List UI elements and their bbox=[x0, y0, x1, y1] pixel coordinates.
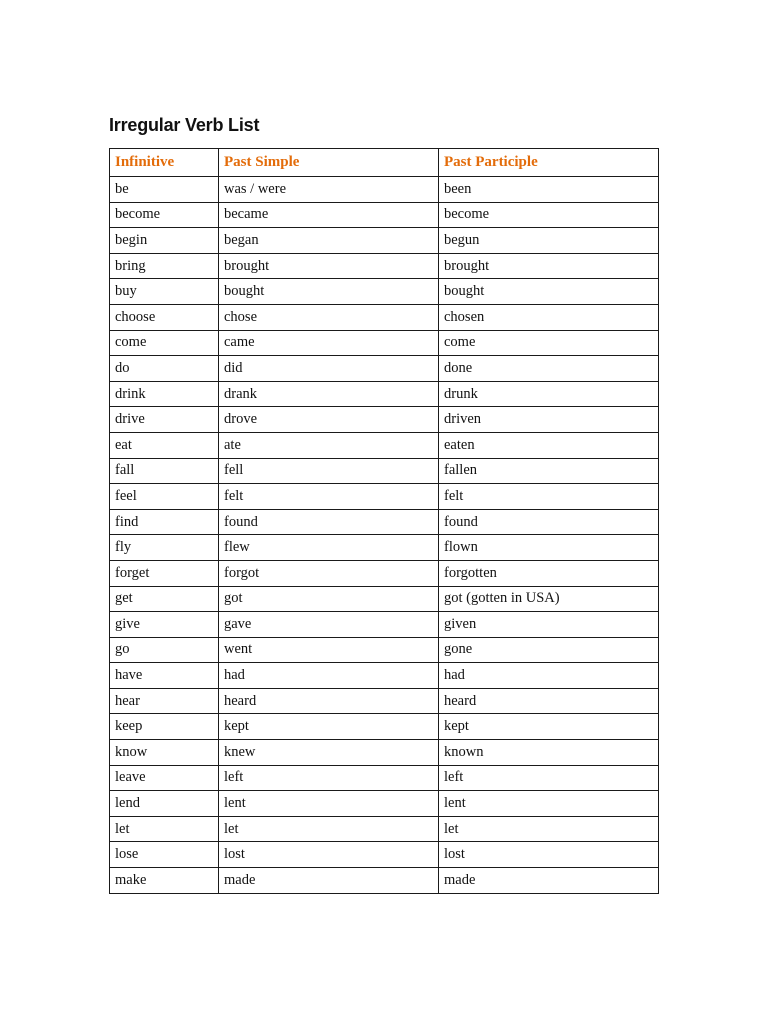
cell-past-participle: been bbox=[439, 177, 659, 203]
cell-past-participle: kept bbox=[439, 714, 659, 740]
cell-past-simple: got bbox=[219, 586, 439, 612]
cell-past-simple: felt bbox=[219, 484, 439, 510]
cell-past-simple: drank bbox=[219, 381, 439, 407]
header-past-simple: Past Simple bbox=[219, 149, 439, 177]
cell-infinitive: hear bbox=[110, 688, 219, 714]
cell-infinitive: buy bbox=[110, 279, 219, 305]
cell-past-participle: begun bbox=[439, 228, 659, 254]
table-row bbox=[110, 740, 659, 766]
cell-past-simple: made bbox=[219, 868, 439, 894]
cell-infinitive: fly bbox=[110, 535, 219, 561]
cell-infinitive: come bbox=[110, 330, 219, 356]
cell-infinitive: know bbox=[110, 740, 219, 766]
table-row bbox=[110, 202, 659, 228]
cell-past-simple: gave bbox=[219, 612, 439, 638]
cell-past-simple: did bbox=[219, 356, 439, 382]
cell-past-participle: lent bbox=[439, 791, 659, 817]
cell-past-simple: fell bbox=[219, 458, 439, 484]
cell-past-participle: lost bbox=[439, 842, 659, 868]
cell-past-participle: found bbox=[439, 509, 659, 535]
cell-past-participle: made bbox=[439, 868, 659, 894]
cell-infinitive: bring bbox=[110, 253, 219, 279]
cell-infinitive: lose bbox=[110, 842, 219, 868]
cell-infinitive: get bbox=[110, 586, 219, 612]
cell-past-simple: chose bbox=[219, 304, 439, 330]
cell-past-simple: left bbox=[219, 765, 439, 791]
cell-infinitive: lend bbox=[110, 791, 219, 817]
cell-infinitive: forget bbox=[110, 560, 219, 586]
table-row bbox=[110, 356, 659, 382]
cell-past-participle: got (gotten in USA) bbox=[439, 586, 659, 612]
cell-infinitive: make bbox=[110, 868, 219, 894]
header-infinitive: Infinitive bbox=[110, 149, 219, 177]
table-body bbox=[110, 177, 659, 894]
cell-past-participle: forgotten bbox=[439, 560, 659, 586]
cell-infinitive: have bbox=[110, 663, 219, 689]
cell-past-participle: done bbox=[439, 356, 659, 382]
table-row bbox=[110, 765, 659, 791]
table-row bbox=[110, 663, 659, 689]
table-row bbox=[110, 279, 659, 305]
cell-past-simple: kept bbox=[219, 714, 439, 740]
cell-past-simple: flew bbox=[219, 535, 439, 561]
cell-past-participle: left bbox=[439, 765, 659, 791]
table-header bbox=[110, 149, 659, 177]
cell-infinitive: drive bbox=[110, 407, 219, 433]
cell-past-participle: heard bbox=[439, 688, 659, 714]
irregular-verb-table bbox=[109, 148, 659, 894]
cell-past-participle: come bbox=[439, 330, 659, 356]
table-row bbox=[110, 714, 659, 740]
table-row bbox=[110, 381, 659, 407]
cell-infinitive: go bbox=[110, 637, 219, 663]
cell-infinitive: become bbox=[110, 202, 219, 228]
cell-past-participle: given bbox=[439, 612, 659, 638]
table-row bbox=[110, 688, 659, 714]
cell-past-simple: brought bbox=[219, 253, 439, 279]
table-row bbox=[110, 791, 659, 817]
table-row bbox=[110, 842, 659, 868]
cell-past-participle: fallen bbox=[439, 458, 659, 484]
table-row bbox=[110, 535, 659, 561]
cell-past-simple: was / were bbox=[219, 177, 439, 203]
cell-infinitive: leave bbox=[110, 765, 219, 791]
table-row bbox=[110, 304, 659, 330]
cell-past-simple: drove bbox=[219, 407, 439, 433]
cell-infinitive: choose bbox=[110, 304, 219, 330]
cell-infinitive: find bbox=[110, 509, 219, 535]
cell-past-simple: went bbox=[219, 637, 439, 663]
cell-infinitive: keep bbox=[110, 714, 219, 740]
table-row bbox=[110, 509, 659, 535]
table-row bbox=[110, 484, 659, 510]
cell-past-simple: had bbox=[219, 663, 439, 689]
cell-infinitive: drink bbox=[110, 381, 219, 407]
header-row bbox=[110, 149, 659, 177]
table-row bbox=[110, 330, 659, 356]
cell-past-participle: let bbox=[439, 816, 659, 842]
cell-past-participle: felt bbox=[439, 484, 659, 510]
cell-infinitive: let bbox=[110, 816, 219, 842]
cell-past-simple: began bbox=[219, 228, 439, 254]
cell-past-participle: flown bbox=[439, 535, 659, 561]
table-row bbox=[110, 253, 659, 279]
cell-past-participle: brought bbox=[439, 253, 659, 279]
cell-past-participle: eaten bbox=[439, 432, 659, 458]
table-row bbox=[110, 612, 659, 638]
page-title: Irregular Verb List bbox=[109, 115, 260, 135]
cell-past-participle: known bbox=[439, 740, 659, 766]
table-row bbox=[110, 637, 659, 663]
cell-past-participle: become bbox=[439, 202, 659, 228]
table-row bbox=[110, 458, 659, 484]
cell-past-simple: heard bbox=[219, 688, 439, 714]
cell-past-simple: came bbox=[219, 330, 439, 356]
cell-infinitive: be bbox=[110, 177, 219, 203]
cell-past-simple: let bbox=[219, 816, 439, 842]
table-row bbox=[110, 868, 659, 894]
cell-past-participle: drunk bbox=[439, 381, 659, 407]
cell-infinitive: feel bbox=[110, 484, 219, 510]
table-row bbox=[110, 560, 659, 586]
table-row bbox=[110, 586, 659, 612]
cell-past-simple: ate bbox=[219, 432, 439, 458]
header-past-participle: Past Participle bbox=[439, 149, 659, 177]
cell-infinitive: fall bbox=[110, 458, 219, 484]
cell-past-simple: bought bbox=[219, 279, 439, 305]
cell-infinitive: begin bbox=[110, 228, 219, 254]
cell-past-participle: driven bbox=[439, 407, 659, 433]
cell-past-simple: lent bbox=[219, 791, 439, 817]
cell-infinitive: do bbox=[110, 356, 219, 382]
cell-past-participle: chosen bbox=[439, 304, 659, 330]
cell-past-simple: forgot bbox=[219, 560, 439, 586]
cell-infinitive: eat bbox=[110, 432, 219, 458]
cell-past-simple: found bbox=[219, 509, 439, 535]
table-row bbox=[110, 816, 659, 842]
table-row bbox=[110, 432, 659, 458]
cell-infinitive: give bbox=[110, 612, 219, 638]
table-row bbox=[110, 407, 659, 433]
cell-past-simple: knew bbox=[219, 740, 439, 766]
table-row bbox=[110, 228, 659, 254]
cell-past-participle: gone bbox=[439, 637, 659, 663]
cell-past-simple: became bbox=[219, 202, 439, 228]
table-row bbox=[110, 177, 659, 203]
cell-past-simple: lost bbox=[219, 842, 439, 868]
cell-past-participle: bought bbox=[439, 279, 659, 305]
cell-past-participle: had bbox=[439, 663, 659, 689]
